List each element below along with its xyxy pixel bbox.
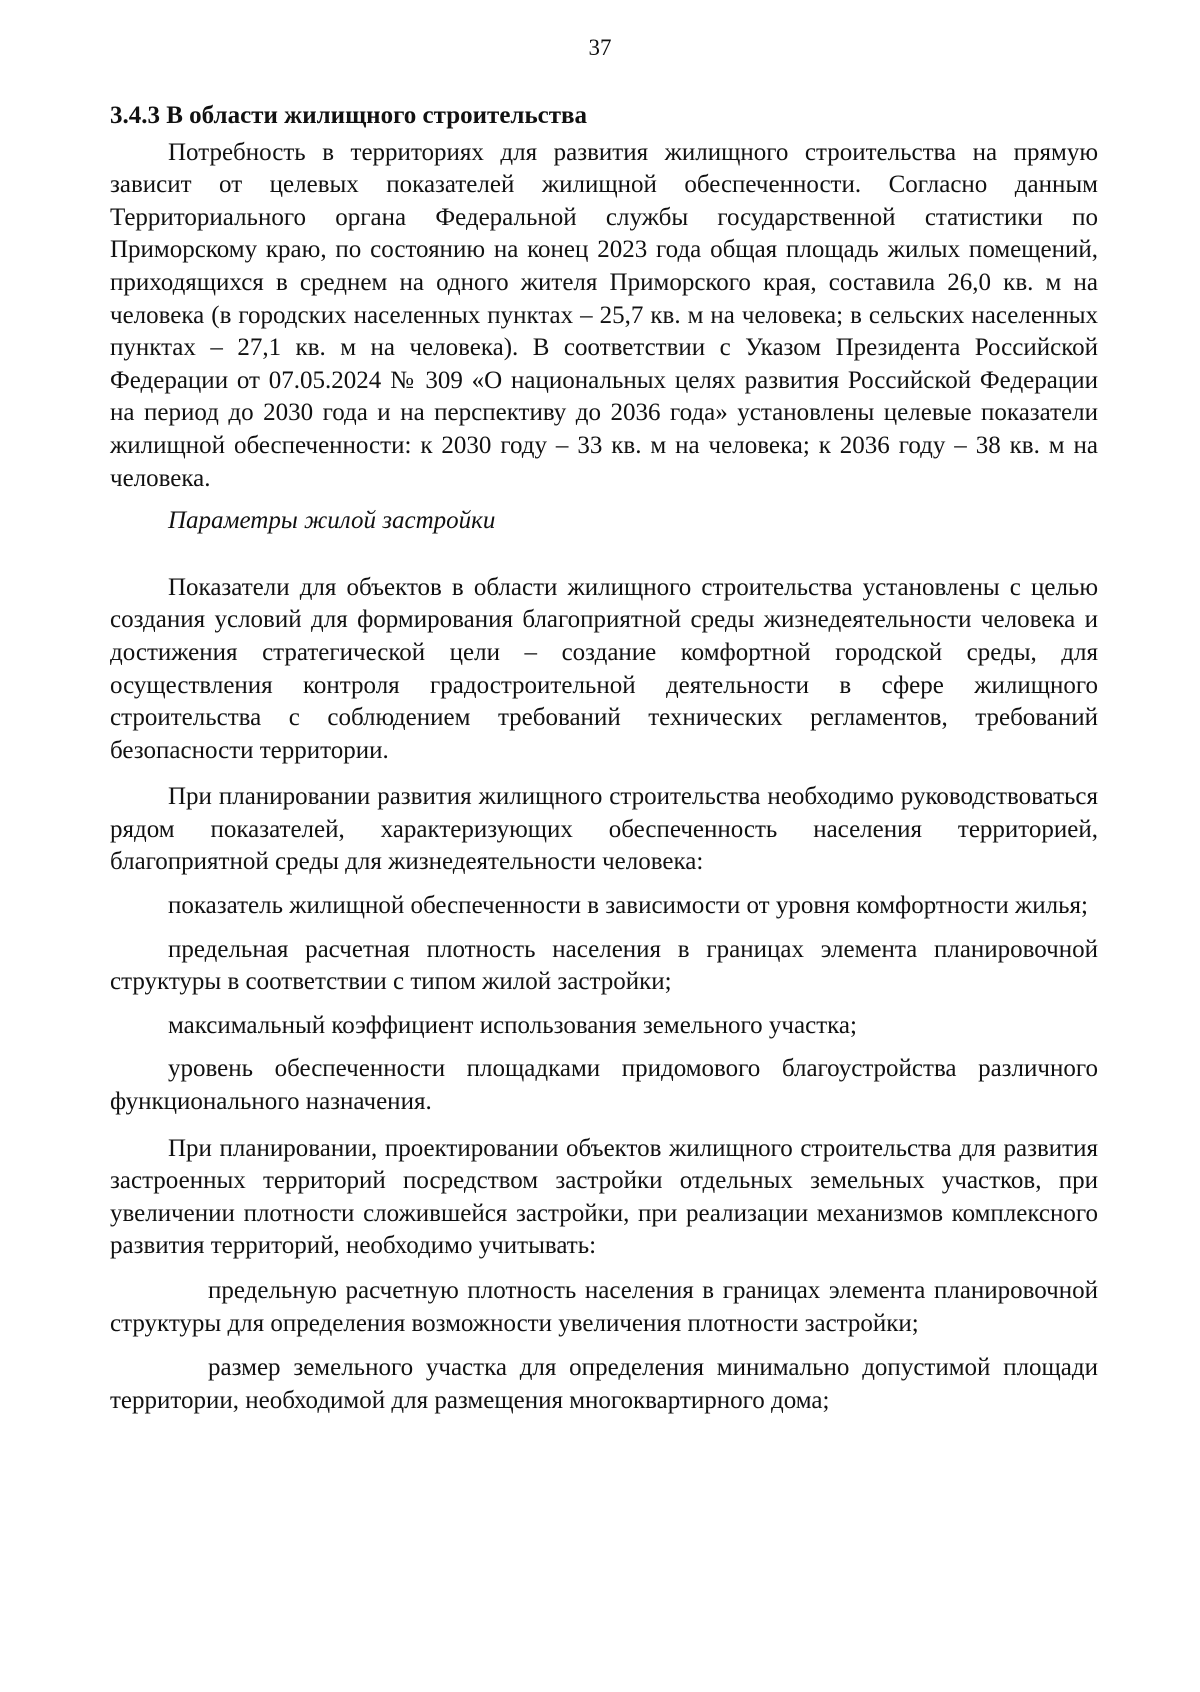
section-heading: 3.4.3 В области жилищного строительства xyxy=(110,102,588,129)
page-number: 37 xyxy=(588,35,612,60)
indicator-item: уровень обеспеченности площадками придомового благоустройства различного функционального назначения. xyxy=(110,1055,1098,1116)
goals-paragraph: Показатели для объектов в области жилищного строительства установлены с целью создания условий для формирования благоприятной среды жизнедеятельности человека и достижения стратегической цели – создание комфортной городской среды, для осуществления контроля градостроительной деятельности в сфере жилищного строительства с соблюдением требований технических регламентов, требований безопасности территории. xyxy=(110,573,1098,764)
design-paragraph: При планировании, проектировании объектов жилищного строительства для развития застроенных территорий посредством застройки отдельных земельных участков, при увеличении плотности сложившейся застройки, при реализации механизмов комплексного развития территорий, необходимо учитывать: xyxy=(110,1134,1098,1260)
planning-paragraph: При планировании развития жилищного строительства необходимо руководствоваться рядом показателей, характеризующих обеспеченность населения территорией, благоприятной среды для жизнедеятельности человека: xyxy=(110,783,1098,876)
subheading: Параметры жилой застройки xyxy=(168,507,496,535)
consideration-item: размер земельного участка для определения минимально допустимой площади территории, необходимой для размещения многоквартирного дома; xyxy=(110,1354,1098,1414)
indicator-item: предельная расчетная плотность населения в границах элемента планировочной структуры в соответствии с типом жилой застройки; xyxy=(110,935,1098,996)
indicator-item: показатель жилищной обеспеченности в зависимости от уровня комфортности жилья; xyxy=(168,892,1088,920)
consideration-item: предельную расчетную плотность населения в границах элемента планировочной структуры для определения возможности увеличения плотности застройки; xyxy=(110,1277,1098,1337)
intro-paragraph: Потребность в территориях для развития жилищного строительства на прямую зависит от целевых показателей жилищной обеспеченности. Согласно данным Территориального органа Федеральной службы государственной статистики по Приморскому краю, по состоянию на конец 2023 года общая площадь жилых помещений, приходящихся в среднем на одного жителя Приморского края, составила 26,0 кв. м на человека (в городских населенных пунктах – 25,7 кв. м на человека; в сельских населенных пунктах – 27,1 кв. м на человека). В соответствии с Указом Президента Российской Федерации от 07.05.2024 № 309 «О национальных целях развития Российской Федерации на период до 2030 года и на перспективу до 2036 года» установлены целевые показатели жилищной обеспеченности: к 2030 году – 33 кв. м на человека; к 2036 году – 38 кв. м на человека. xyxy=(110,138,1098,492)
page-content xyxy=(110,100,1098,1417)
indicator-item: максимальный коэффициент использования земельного участка; xyxy=(168,1011,857,1039)
